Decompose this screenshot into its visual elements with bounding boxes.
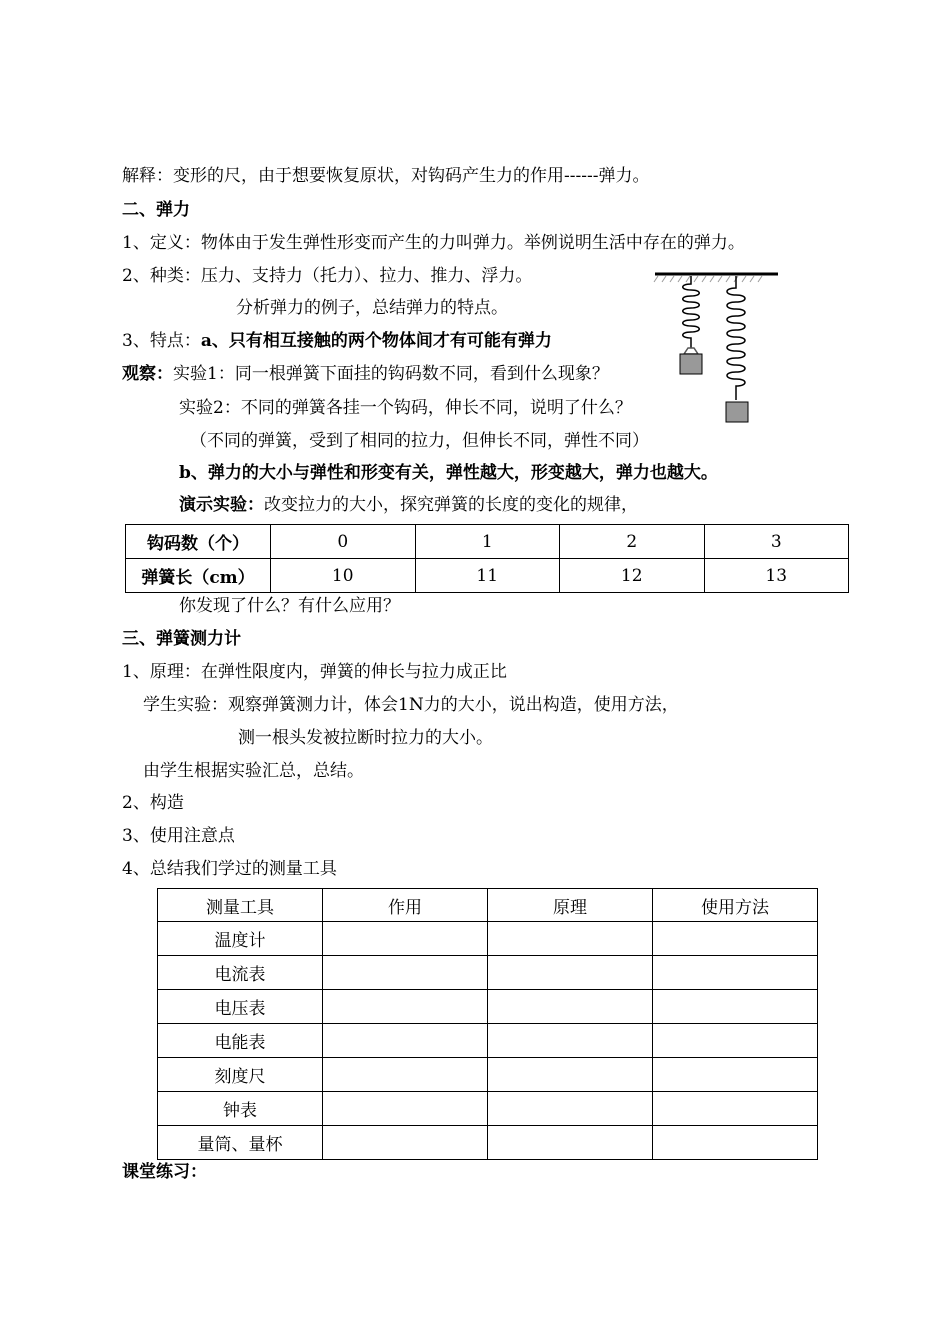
column-header: 使用方法	[653, 889, 818, 922]
table-cell: 1	[415, 525, 560, 559]
feature-prefix: 3、特点：	[122, 331, 201, 351]
table-cell: 10	[271, 559, 416, 593]
exercise-heading: 课堂练习：	[122, 1162, 207, 1182]
table-row	[158, 1092, 818, 1126]
table-cell: 2	[560, 525, 705, 559]
principle-text: 1、原理：在弹性限度内，弹簧的伸长与拉力成正比	[122, 662, 507, 682]
column-header: 原理	[488, 889, 653, 922]
notes-text: 3、使用注意点	[122, 826, 235, 846]
table-cell[interactable]	[488, 956, 653, 990]
tool-name: 电压表	[158, 990, 323, 1024]
structure-text: 2、构造	[122, 793, 184, 813]
tool-name: 电流表	[158, 956, 323, 990]
tool-name: 电能表	[158, 1024, 323, 1058]
tool-name: 量筒、量杯	[158, 1126, 323, 1160]
table-cell[interactable]	[488, 1126, 653, 1160]
section-heading-spring-scale: 三、弹簧测力计	[122, 629, 241, 649]
table-cell[interactable]	[488, 1092, 653, 1126]
table-cell[interactable]	[653, 1092, 818, 1126]
demo-text: 改变拉力的大小，探究弹簧的长度的变化的规律，	[264, 495, 638, 515]
table-row	[158, 990, 818, 1024]
tool-name: 钟表	[158, 1092, 323, 1126]
table-cell[interactable]	[323, 922, 488, 956]
spring-data-table	[125, 524, 849, 593]
table-row	[158, 956, 818, 990]
tools-title: 4、总结我们学过的测量工具	[122, 859, 337, 879]
row-label: 钩码数（个）	[126, 525, 271, 559]
student-experiment-text-2: 测一根头发被拉断时拉力的大小。	[238, 728, 493, 748]
spring-illustration	[650, 268, 780, 438]
measuring-tools-table	[157, 888, 818, 1160]
feature-b-text: b、弹力的大小与弹性和形变有关，弹性越大，形变越大，弹力也越大。	[179, 463, 718, 483]
demo-label: 演示实验：	[179, 495, 264, 515]
observe-label: 观察：	[122, 364, 173, 384]
column-header: 测量工具	[158, 889, 323, 922]
table-cell[interactable]	[653, 1126, 818, 1160]
feature-a-line	[122, 330, 552, 352]
table-row	[126, 525, 849, 559]
table-cell[interactable]	[488, 1058, 653, 1092]
table-cell[interactable]	[653, 956, 818, 990]
table-cell[interactable]	[323, 1092, 488, 1126]
table-cell: 12	[560, 559, 705, 593]
question-text: 你发现了什么？有什么应用？	[179, 596, 400, 616]
weight-1	[680, 354, 702, 374]
table-cell: 11	[415, 559, 560, 593]
table-cell[interactable]	[653, 1024, 818, 1058]
observe-line	[122, 363, 609, 385]
table-row	[158, 1058, 818, 1092]
table-cell[interactable]	[323, 1058, 488, 1092]
definition-text: 1、定义：物体由于发生弹性形变而产生的力叫弹力。举例说明生活中存在的弹力。	[122, 233, 745, 253]
kinds-text: 2、种类：压力、支持力（托力）、拉力、推力、浮力。	[122, 266, 533, 286]
long-spring	[727, 276, 745, 400]
table-cell[interactable]	[323, 956, 488, 990]
row-label: 弹簧长（cm）	[126, 559, 271, 593]
table-cell[interactable]	[653, 990, 818, 1024]
table-cell: 0	[271, 525, 416, 559]
student-experiment-text: 学生实验：观察弹簧测力计，体会1N力的大小，说出构造，使用方法，	[143, 695, 679, 715]
table-header-row	[158, 889, 818, 922]
table-cell[interactable]	[488, 1024, 653, 1058]
table-row	[158, 1024, 818, 1058]
analyze-text: 分析弹力的例子，总结弹力的特点。	[236, 298, 508, 318]
table-cell[interactable]	[488, 990, 653, 1024]
table-row	[158, 922, 818, 956]
table-cell[interactable]	[323, 1126, 488, 1160]
table-cell[interactable]	[488, 922, 653, 956]
short-spring	[683, 276, 700, 354]
experiment-1-text: 实验1：同一根弹簧下面挂的钩码数不同，看到什么现象？	[173, 364, 609, 384]
explanation-text: 解释：变形的尺，由于想要恢复原状，对钩码产生力的作用------弹力。	[122, 166, 650, 186]
demo-line	[179, 494, 638, 516]
experiment-2-text: 实验2：不同的弹簧各挂一个钩码，伸长不同，说明了什么？	[179, 398, 632, 418]
column-header: 作用	[323, 889, 488, 922]
tool-name: 刻度尺	[158, 1058, 323, 1092]
table-cell[interactable]	[323, 990, 488, 1024]
feature-a-text: a、只有相互接触的两个物体间才有可能有弹力	[200, 331, 552, 351]
experiment-2-note: （不同的弹簧，受到了相同的拉力，但伸长不同，弹性不同）	[190, 431, 649, 451]
table-cell[interactable]	[653, 922, 818, 956]
table-row	[158, 1126, 818, 1160]
table-cell[interactable]	[653, 1058, 818, 1092]
section-heading-elastic-force: 二、弹力	[122, 200, 190, 220]
table-row	[126, 559, 849, 593]
table-cell[interactable]	[323, 1024, 488, 1058]
summary-text: 由学生根据实验汇总，总结。	[143, 761, 364, 781]
tool-name: 温度计	[158, 922, 323, 956]
weight-2	[726, 402, 748, 422]
table-cell: 13	[704, 559, 849, 593]
table-cell: 3	[704, 525, 849, 559]
